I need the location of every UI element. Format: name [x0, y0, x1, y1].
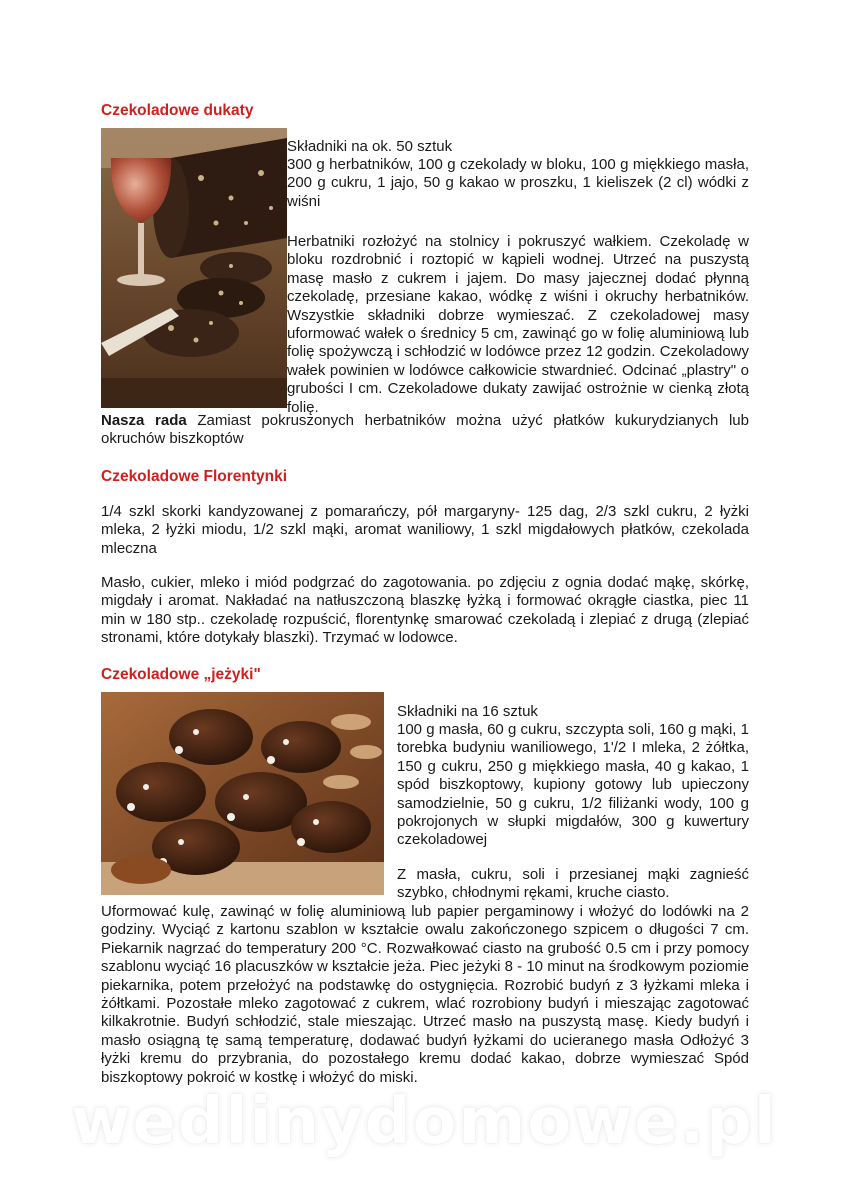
method-florentynki: Masło, cukier, mleko i miód podgrzać do zagotowania. po zdjęciu z ognia dodać mąkę, skórkę, migdały i aromat. Nakładać na natłuszczoną blaszkę łyżką i formować okrągłe ciastka, piec 11 min w 180 stp.. czekoladę rozpuścić, florentynkę smarować czekoladą i zlepiać z drugą (zlepiać stronami, które dotykały blaszki). Trzymać w lodowce.: [101, 574, 749, 647]
tip-dukaty: [101, 412, 749, 449]
chocolate-hedgehogs-photo: [101, 692, 384, 895]
recipe-title-dukaty: Czekoladowe dukaty: [101, 102, 254, 119]
tip-text: Zamiast pokruszonych herbatników można użyć płatków kukurydzianych lub okruchów biszkoptów: [101, 412, 749, 448]
ingredients-florentynki: 1/4 szkl skorki kandyzowanej z pomarańczy, pół margaryny- 125 dag, 2/3 szkl cukru, 2 łyżki mleka, 2 łyżki miodu, 1/2 szkl mąki, aromat waniliowy, 1 szkl migdałowych płatków, czekolada mleczna: [101, 503, 749, 557]
tip-label: Nasza rada: [101, 412, 187, 429]
ingredients-jezyki: 100 g masła, 60 g cukru, szczypta soli, 160 g mąki, 1 torebka budyniu waniliowego, 1'/2 I mleka, 2 żółtka, 150 g cukru, 250 g miękkiego masła, 40 g kakao, 1 spód biszkoptowy, kupiony gotowy lub upieczony samodzielnie, 50 g cukru, 1/2 filiżanki wody, 100 g pokrojonych w słupki migdałów, 300 g kuwertury czekoladowej: [397, 721, 749, 849]
ingredients-dukaty: 300 g herbatników, 100 g czekolady w bloku, 100 g miękkiego masła, 200 g cukru, 1 jajo, 50 g kakao w proszku, 1 kieliszek (2 cl) wódki z wiśni: [287, 156, 749, 210]
method-side-jezyki: Z masła, cukru, soli i przesianej mąki zagnieść szybko, chłodnymi rękami, kruche ciasto.: [397, 866, 749, 902]
ingredients-heading-dukaty: Składniki na ok. 50 sztuk: [287, 138, 453, 155]
ingredients-heading-jezyki: Składniki na 16 sztuk: [397, 703, 538, 720]
method-dukaty: Herbatniki rozłożyć na stolnicy i pokruszyć wałkiem. Czekoladę w bloku rozdrobnić i roztopić w kąpieli wodnej. Utrzeć na puszystą masę masło z cukrem i jajem. Do masy jajecznej dodać płynną czekoladę, przesiane kakao, wódkę z wiśni i okruchy herbatników. Wszystkie składniki dobrze wymieszać. Z czekoladowej masy uformować wałek o średnicy 5 cm, zawinąć go w folię aluminiową lub folię spożywczą i schłodzić w lodówce przez 12 godzin. Czekoladowy wałek powinien w lodówce całkowicie stwardnieć. Odcinać „plastry" o grubości I cm. Czekoladowe dukaty zawijać ostrożnie w cienką złotą folię.: [287, 233, 749, 416]
recipe-title-jezyki: Czekoladowe „jeżyki": [101, 666, 261, 683]
method-full-jezyki: Uformować kulę, zawinąć w folię aluminiową lub papier pergaminowy i włożyć do lodówki na 2 godziny. Wyciąć z kartonu szablon w kształcie owalu zakończonego szpicem o długości 7 cm. Piekarnik nagrzać do temperatury 200 °C. Rozwałkować ciasto na grubość 0.5 cm i przy pomocy szablonu wyciąć 16 placuszków w kształcie jeża. Piec jeżyki 8 - 10 minut na środkowym poziomie piekarnika, potem przełożyć na podstawkę do ostygnięcia. Rozrobić budyń z 3 łyżkami mleka i żółtkami. Pozostałe mleko zagotować z cukrem, wlać rozrobiony budyń i mieszając zagotować kilkakrotnie. Budyń schłodzić, stale mieszając. Utrzeć masło na puszystą masę. Kiedy budyń i masło osiągną tę samą temperaturę, dodawać budyń łyżkami do ucieranego masła Odłożyć 3 łyżki kremu do przybrania, do pozostałego kremu dodać kakao, dobrze wymieszać Spód biszkoptowy pokroić w kostkę i włożyć do miski.: [101, 903, 749, 1086]
watermark: wedlinydomowe.pl: [71, 1085, 778, 1159]
chocolate-salami-photo: [101, 128, 287, 408]
recipe-title-florentynki: Czekoladowe Florentynki: [101, 468, 288, 485]
